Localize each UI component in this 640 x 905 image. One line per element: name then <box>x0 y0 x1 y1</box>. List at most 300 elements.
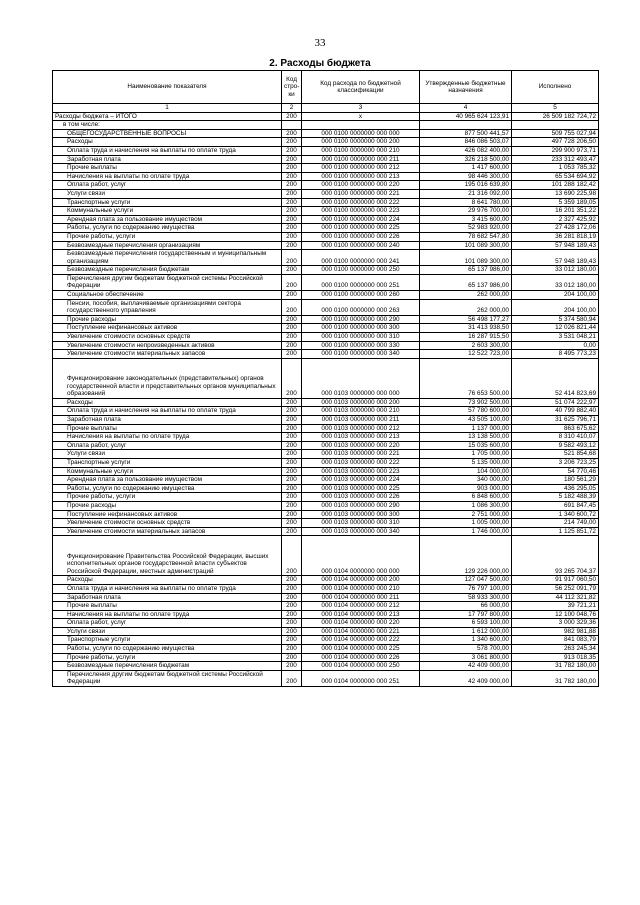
row-executed: 863 675,62 <box>512 424 599 433</box>
row-approved: 1 612 000,00 <box>420 627 512 636</box>
row-executed: 52 414 823,69 <box>512 358 599 398</box>
row-executed: 31 782 180,00 <box>512 670 599 686</box>
row-executed: 1 053 785,32 <box>512 164 599 173</box>
row-executed: 497 728 206,50 <box>512 138 599 147</box>
header-line-code: Код стро-ки <box>282 71 302 104</box>
row-approved: 127 047 500,00 <box>420 576 512 585</box>
row-expense-code: 000 0100 0000000 000 213 <box>302 172 420 181</box>
row-name: Услуги связи <box>53 450 282 459</box>
row-line-code: 200 <box>282 172 302 181</box>
row-expense-code: 000 0100 0000000 000 224 <box>302 215 420 224</box>
row-executed: 39 721,21 <box>512 602 599 611</box>
row-line-code: 200 <box>282 662 302 671</box>
row-line-code: 200 <box>282 645 302 654</box>
row-executed: 57 948 189,43 <box>512 250 599 266</box>
row-executed: 57 948 189,43 <box>512 241 599 250</box>
row-expense-code: 000 0104 0000000 000 213 <box>302 610 420 619</box>
row-name: Арендная плата за пользование имуществом <box>53 476 282 485</box>
row-expense-code: 000 0103 0000000 000 300 <box>302 510 420 519</box>
row-executed: 5 374 580,94 <box>512 315 599 324</box>
row-approved: 29 976 700,00 <box>420 207 512 216</box>
table-row <box>53 407 599 416</box>
row-name: Пенсии, пособия, выплачиваемые организациями сектора государственного управления <box>53 299 282 315</box>
table-row <box>53 358 599 398</box>
table-row <box>53 129 599 138</box>
row-executed: 3 000 329,36 <box>512 619 599 628</box>
row-line-code: 200 <box>282 527 302 536</box>
row-approved: 8 641 780,00 <box>420 198 512 207</box>
table-row <box>53 341 599 350</box>
row-expense-code: 000 0103 0000000 000 224 <box>302 476 420 485</box>
row-line-code: 200 <box>282 241 302 250</box>
table-row <box>53 215 599 224</box>
row-line-code: 200 <box>282 198 302 207</box>
row-expense-code: 000 0100 0000000 000 220 <box>302 181 420 190</box>
table-row <box>53 241 599 250</box>
row-name: Увеличение стоимости основных средств <box>53 333 282 342</box>
row-executed: 13 690 225,98 <box>512 189 599 198</box>
row-executed: 3 531 048,21 <box>512 333 599 342</box>
row-executed: 233 312 493,47 <box>512 155 599 164</box>
row-line-code: 200 <box>282 146 302 155</box>
row-expense-code: 000 0100 0000000 000 223 <box>302 207 420 216</box>
row-name: Расходы <box>53 398 282 407</box>
table-row <box>53 484 599 493</box>
table-row <box>53 458 599 467</box>
row-approved: 65 137 986,00 <box>420 266 512 275</box>
row-expense-code: 000 0104 0000000 000 226 <box>302 653 420 662</box>
header-name: Наименование показателя <box>53 71 282 104</box>
row-approved: 40 965 624 123,91 <box>420 112 512 121</box>
row-expense-code: 000 0100 0000000 000 212 <box>302 164 420 173</box>
row-name: Расходы <box>53 576 282 585</box>
row-expense-code: 000 0103 0000000 000 226 <box>302 493 420 502</box>
row-expense-code: 000 0104 0000000 000 251 <box>302 670 420 686</box>
row-executed: 36 281 818,19 <box>512 232 599 241</box>
row-line-code: 200 <box>282 112 302 121</box>
row-approved: 1 086 300,00 <box>420 501 512 510</box>
row-expense-code: 000 0100 0000000 000 340 <box>302 350 420 359</box>
row-line-code: 200 <box>282 129 302 138</box>
row-line-code: 200 <box>282 138 302 147</box>
row-name: Заработная плата <box>53 593 282 602</box>
row-approved: 56 498 177,27 <box>420 315 512 324</box>
row-name: Работы, услуги по содержанию имущества <box>53 484 282 493</box>
row-executed: 8 310 410,07 <box>512 433 599 442</box>
table-row <box>53 315 599 324</box>
row-executed: 54 770,46 <box>512 467 599 476</box>
row-name: Перечисления другим бюджетам бюджетной системы Российской Федерации <box>53 670 282 686</box>
row-expense-code: 000 0100 0000000 000 241 <box>302 250 420 266</box>
row-approved: 42 409 000,00 <box>420 670 512 686</box>
row-line-code: 200 <box>282 602 302 611</box>
table-row <box>53 619 599 628</box>
row-executed: 31 625 796,71 <box>512 416 599 425</box>
row-expense-code: 000 0103 0000000 000 212 <box>302 424 420 433</box>
row-expense-code: 000 0104 0000000 000 210 <box>302 584 420 593</box>
row-approved: 43 505 100,00 <box>420 416 512 425</box>
row-approved: 340 000,00 <box>420 476 512 485</box>
table-row <box>53 266 599 275</box>
row-expense-code: 000 0100 0000000 000 263 <box>302 299 420 315</box>
table-row <box>53 433 599 442</box>
row-expense-code: 000 0103 0000000 000 222 <box>302 458 420 467</box>
row-line-code: 200 <box>282 215 302 224</box>
row-approved: 31 413 938,50 <box>420 324 512 333</box>
row-executed: 263 245,34 <box>512 645 599 654</box>
row-executed: 91 917 060,50 <box>512 576 599 585</box>
row-expense-code: 000 0100 0000000 000 000 <box>302 129 420 138</box>
row-executed: 214 749,00 <box>512 519 599 528</box>
row-approved: 57 780 600,00 <box>420 407 512 416</box>
row-line-code: 200 <box>282 450 302 459</box>
table-row <box>53 493 599 502</box>
row-executed: 1 125 851,72 <box>512 527 599 536</box>
table-row <box>53 181 599 190</box>
row-line-code: 200 <box>282 416 302 425</box>
row-name: Увеличение стоимости непроизведенных активов <box>53 341 282 350</box>
row-line-code: 200 <box>282 189 302 198</box>
row-expense-code: 000 0103 0000000 000 210 <box>302 407 420 416</box>
row-expense-code: 000 0100 0000000 000 240 <box>302 241 420 250</box>
row-expense-code: 000 0100 0000000 000 200 <box>302 138 420 147</box>
row-approved: 1 417 600,00 <box>420 164 512 173</box>
row-executed: 33 012 180,00 <box>512 274 599 290</box>
row-line-code: 200 <box>282 519 302 528</box>
table-row <box>53 636 599 645</box>
row-approved: 578 700,00 <box>420 645 512 654</box>
row-name: Увеличение стоимости материальных запасов <box>53 527 282 536</box>
row-line-code: 200 <box>282 576 302 585</box>
table-row <box>53 670 599 686</box>
row-executed: 27 428 172,06 <box>512 224 599 233</box>
table-row <box>53 536 599 576</box>
row-executed: 65 534 694,92 <box>512 172 599 181</box>
row-executed: 0,00 <box>512 341 599 350</box>
row-name: Поступление нефинансовых активов <box>53 324 282 333</box>
row-name: Оплата работ, услуг <box>53 181 282 190</box>
row-name: Оплата труда и начисления на выплаты по оплате труда <box>53 584 282 593</box>
row-approved <box>420 121 512 130</box>
row-line-code: 200 <box>282 510 302 519</box>
row-approved: 73 902 500,00 <box>420 398 512 407</box>
row-name: Начисления на выплаты по оплате труда <box>53 610 282 619</box>
row-executed: 93 265 704,37 <box>512 536 599 576</box>
row-approved: 1 746 000,00 <box>420 527 512 536</box>
row-approved: 65 137 986,00 <box>420 274 512 290</box>
row-name: Услуги связи <box>53 627 282 636</box>
row-executed: 44 112 321,82 <box>512 593 599 602</box>
row-expense-code: 000 0100 0000000 000 210 <box>302 146 420 155</box>
row-executed: 3 206 723,25 <box>512 458 599 467</box>
row-executed: 16 201 351,22 <box>512 207 599 216</box>
row-approved: 52 983 920,00 <box>420 224 512 233</box>
row-expense-code: 000 0100 0000000 000 260 <box>302 291 420 300</box>
page-number: 33 <box>314 37 326 49</box>
table-row <box>53 645 599 654</box>
row-executed: 12 100 048,76 <box>512 610 599 619</box>
row-line-code: 200 <box>282 250 302 266</box>
row-name: Безвозмездные перечисления государственным и муниципальным организациям <box>53 250 282 266</box>
row-expense-code: 000 0103 0000000 000 290 <box>302 501 420 510</box>
row-name: Прочие расходы <box>53 315 282 324</box>
table-row <box>53 146 599 155</box>
row-executed: 509 755 027,94 <box>512 129 599 138</box>
row-line-code: 200 <box>282 501 302 510</box>
table-row <box>53 398 599 407</box>
row-line-code: 200 <box>282 164 302 173</box>
table-row <box>53 112 599 121</box>
row-executed: 180 561,29 <box>512 476 599 485</box>
row-approved: 1 705 000,00 <box>420 450 512 459</box>
row-line-code: 200 <box>282 358 302 398</box>
row-executed: 204 100,00 <box>512 291 599 300</box>
row-name: Транспортные услуги <box>53 198 282 207</box>
row-expense-code: 000 0103 0000000 000 220 <box>302 441 420 450</box>
row-expense-code <box>302 121 420 130</box>
table-row <box>53 121 599 130</box>
header-executed: Исполнено <box>512 71 599 104</box>
row-name: Функционирование законодательных (представительных) органов государственной власти и представительных органов муниципальных образований <box>53 358 282 398</box>
row-executed: 982 981,88 <box>512 627 599 636</box>
row-expense-code: x <box>302 112 420 121</box>
row-name: Увеличение стоимости основных средств <box>53 519 282 528</box>
row-name: Работы, услуги по содержанию имущества <box>53 224 282 233</box>
row-name: Оплата работ, услуг <box>53 619 282 628</box>
row-executed: 5 182 488,39 <box>512 493 599 502</box>
row-expense-code: 000 0100 0000000 000 251 <box>302 274 420 290</box>
row-expense-code: 000 0104 0000000 000 000 <box>302 536 420 576</box>
row-name: Прочие работы, услуги <box>53 232 282 241</box>
row-executed: 9 582 493,12 <box>512 441 599 450</box>
table-row <box>53 138 599 147</box>
table-row <box>53 627 599 636</box>
table-row <box>53 501 599 510</box>
row-name: Безвозмездные перечисления бюджетам <box>53 266 282 275</box>
row-line-code: 200 <box>282 484 302 493</box>
row-expense-code: 000 0100 0000000 000 211 <box>302 155 420 164</box>
row-line-code: 200 <box>282 467 302 476</box>
row-approved: 846 086 503,07 <box>420 138 512 147</box>
row-line-code: 200 <box>282 627 302 636</box>
row-expense-code: 000 0100 0000000 000 330 <box>302 341 420 350</box>
row-approved: 3 061 800,00 <box>420 653 512 662</box>
table-row <box>53 224 599 233</box>
row-approved: 16 287 915,50 <box>420 333 512 342</box>
table-row <box>53 519 599 528</box>
expenses-table <box>52 70 599 687</box>
row-approved: 1 005 000,00 <box>420 519 512 528</box>
row-executed: 841 083,79 <box>512 636 599 645</box>
row-expense-code: 000 0103 0000000 000 310 <box>302 519 420 528</box>
row-line-code: 200 <box>282 493 302 502</box>
row-expense-code: 000 0104 0000000 000 250 <box>302 662 420 671</box>
row-expense-code: 000 0100 0000000 000 221 <box>302 189 420 198</box>
row-approved: 76 653 500,00 <box>420 358 512 398</box>
row-approved: 877 500 441,57 <box>420 129 512 138</box>
row-executed: 299 900 973,71 <box>512 146 599 155</box>
row-line-code: 200 <box>282 207 302 216</box>
row-expense-code: 000 0100 0000000 000 300 <box>302 324 420 333</box>
row-expense-code: 000 0104 0000000 000 220 <box>302 619 420 628</box>
row-expense-code: 000 0100 0000000 000 250 <box>302 266 420 275</box>
table-row <box>53 189 599 198</box>
row-expense-code: 000 0100 0000000 000 310 <box>302 333 420 342</box>
row-approved: 262 000,00 <box>420 291 512 300</box>
row-executed: 2 327 425,92 <box>512 215 599 224</box>
row-line-code: 200 <box>282 619 302 628</box>
row-executed <box>512 121 599 130</box>
row-line-code: 200 <box>282 274 302 290</box>
row-approved: 2 603 300,00 <box>420 341 512 350</box>
row-name: Работы, услуги по содержанию имущества <box>53 645 282 654</box>
row-line-code: 200 <box>282 181 302 190</box>
row-name: Прочие работы, услуги <box>53 493 282 502</box>
row-line-code: 200 <box>282 341 302 350</box>
row-line-code: 200 <box>282 299 302 315</box>
row-approved: 66 000,00 <box>420 602 512 611</box>
table-row <box>53 441 599 450</box>
row-expense-code: 000 0103 0000000 000 211 <box>302 416 420 425</box>
row-name: Поступление нефинансовых активов <box>53 510 282 519</box>
table-row <box>53 584 599 593</box>
row-approved: 1 340 600,00 <box>420 636 512 645</box>
row-approved: 3 415 600,00 <box>420 215 512 224</box>
row-approved: 101 089 300,00 <box>420 250 512 266</box>
col-number: 5 <box>512 104 599 113</box>
row-executed: 204 100,00 <box>512 299 599 315</box>
table-row <box>53 467 599 476</box>
row-expense-code: 000 0103 0000000 000 200 <box>302 398 420 407</box>
row-executed: 56 252 091,79 <box>512 584 599 593</box>
row-line-code: 200 <box>282 536 302 576</box>
row-expense-code: 000 0103 0000000 000 223 <box>302 467 420 476</box>
table-row <box>53 662 599 671</box>
row-expense-code: 000 0103 0000000 000 000 <box>302 358 420 398</box>
row-expense-code: 000 0100 0000000 000 222 <box>302 198 420 207</box>
row-name: Коммунальные услуги <box>53 207 282 216</box>
row-expense-code: 000 0103 0000000 000 225 <box>302 484 420 493</box>
header-expense-code: Код расхода по бюджетной классификации <box>302 71 420 104</box>
row-line-code: 200 <box>282 291 302 300</box>
row-name: Транспортные услуги <box>53 636 282 645</box>
section-title: 2. Расходы бюджета <box>269 58 371 69</box>
table-row <box>53 333 599 342</box>
row-name: Расходы <box>53 138 282 147</box>
table-row <box>53 299 599 315</box>
row-line-code: 200 <box>282 398 302 407</box>
row-line-code: 200 <box>282 476 302 485</box>
row-approved: 326 218 500,00 <box>420 155 512 164</box>
row-expense-code: 000 0103 0000000 000 213 <box>302 433 420 442</box>
row-expense-code: 000 0104 0000000 000 200 <box>302 576 420 585</box>
row-approved: 104 000,00 <box>420 467 512 476</box>
row-line-code: 200 <box>282 593 302 602</box>
row-line-code: 200 <box>282 333 302 342</box>
table-row <box>53 476 599 485</box>
table-row <box>53 164 599 173</box>
row-name: Арендная плата за пользование имуществом <box>53 215 282 224</box>
row-approved: 129 226 000,00 <box>420 536 512 576</box>
row-name: Оплата работ, услуг <box>53 441 282 450</box>
row-executed: 436 295,05 <box>512 484 599 493</box>
row-name: Услуги связи <box>53 189 282 198</box>
col-number: 2 <box>282 104 302 113</box>
table-row <box>53 350 599 359</box>
row-name: Заработная плата <box>53 416 282 425</box>
row-line-code: 200 <box>282 653 302 662</box>
row-approved: 903 000,00 <box>420 484 512 493</box>
row-approved: 13 138 500,00 <box>420 433 512 442</box>
row-name: Безвозмездные перечисления бюджетам <box>53 662 282 671</box>
row-executed: 33 012 180,00 <box>512 266 599 275</box>
row-name: Безвозмездные перечисления организациям <box>53 241 282 250</box>
table-row <box>53 527 599 536</box>
row-approved: 78 682 547,80 <box>420 232 512 241</box>
row-executed: 691 847,45 <box>512 501 599 510</box>
row-name: Начисления на выплаты по оплате труда <box>53 172 282 181</box>
row-name: Прочие расходы <box>53 501 282 510</box>
row-name: Функционирование Правительства Российской Федерации, высших исполнительных органов государственной власти субъектов Российской Федерации, местных администраций <box>53 536 282 576</box>
row-name: Заработная плата <box>53 155 282 164</box>
row-line-code: 200 <box>282 610 302 619</box>
row-executed: 521 854,68 <box>512 450 599 459</box>
row-expense-code: 000 0104 0000000 000 225 <box>302 645 420 654</box>
row-approved: 195 016 639,80 <box>420 181 512 190</box>
row-name: Увеличение стоимости материальных запасов <box>53 350 282 359</box>
table-row <box>53 207 599 216</box>
row-expense-code: 000 0103 0000000 000 221 <box>302 450 420 459</box>
row-name: в том числе: <box>53 121 282 130</box>
table-row <box>53 653 599 662</box>
row-approved: 42 409 000,00 <box>420 662 512 671</box>
row-executed: 1 340 600,72 <box>512 510 599 519</box>
row-approved: 15 035 600,00 <box>420 441 512 450</box>
row-line-code: 200 <box>282 433 302 442</box>
row-line-code: 200 <box>282 315 302 324</box>
row-expense-code: 000 0104 0000000 000 212 <box>302 602 420 611</box>
table-row <box>53 610 599 619</box>
row-line-code: 200 <box>282 458 302 467</box>
table-row <box>53 172 599 181</box>
row-line-code: 200 <box>282 670 302 686</box>
table-body <box>53 112 599 686</box>
row-executed: 31 782 180,00 <box>512 662 599 671</box>
row-approved: 21 316 092,00 <box>420 189 512 198</box>
row-executed: 101 288 182,42 <box>512 181 599 190</box>
table-row <box>53 424 599 433</box>
row-executed: 26 509 182 724,72 <box>512 112 599 121</box>
row-approved: 17 797 800,00 <box>420 610 512 619</box>
row-approved: 58 933 300,00 <box>420 593 512 602</box>
row-executed: 40 799 882,40 <box>512 407 599 416</box>
row-approved: 6 848 600,00 <box>420 493 512 502</box>
row-line-code: 200 <box>282 407 302 416</box>
row-expense-code: 000 0104 0000000 000 221 <box>302 627 420 636</box>
row-approved: 101 089 300,00 <box>420 241 512 250</box>
table-row <box>53 593 599 602</box>
row-name: Коммунальные услуги <box>53 467 282 476</box>
header-approved: Утвержденные бюджетные назначения <box>420 71 512 104</box>
row-name: Начисления на выплаты по оплате труда <box>53 433 282 442</box>
row-approved: 2 751 000,00 <box>420 510 512 519</box>
row-name: Прочие выплаты <box>53 164 282 173</box>
row-name: Перечисления другим бюджетам бюджетной системы Российской Федерации <box>53 274 282 290</box>
row-approved: 262 000,00 <box>420 299 512 315</box>
row-expense-code: 000 0100 0000000 000 290 <box>302 315 420 324</box>
row-name: Прочие выплаты <box>53 424 282 433</box>
row-expense-code: 000 0103 0000000 000 340 <box>302 527 420 536</box>
